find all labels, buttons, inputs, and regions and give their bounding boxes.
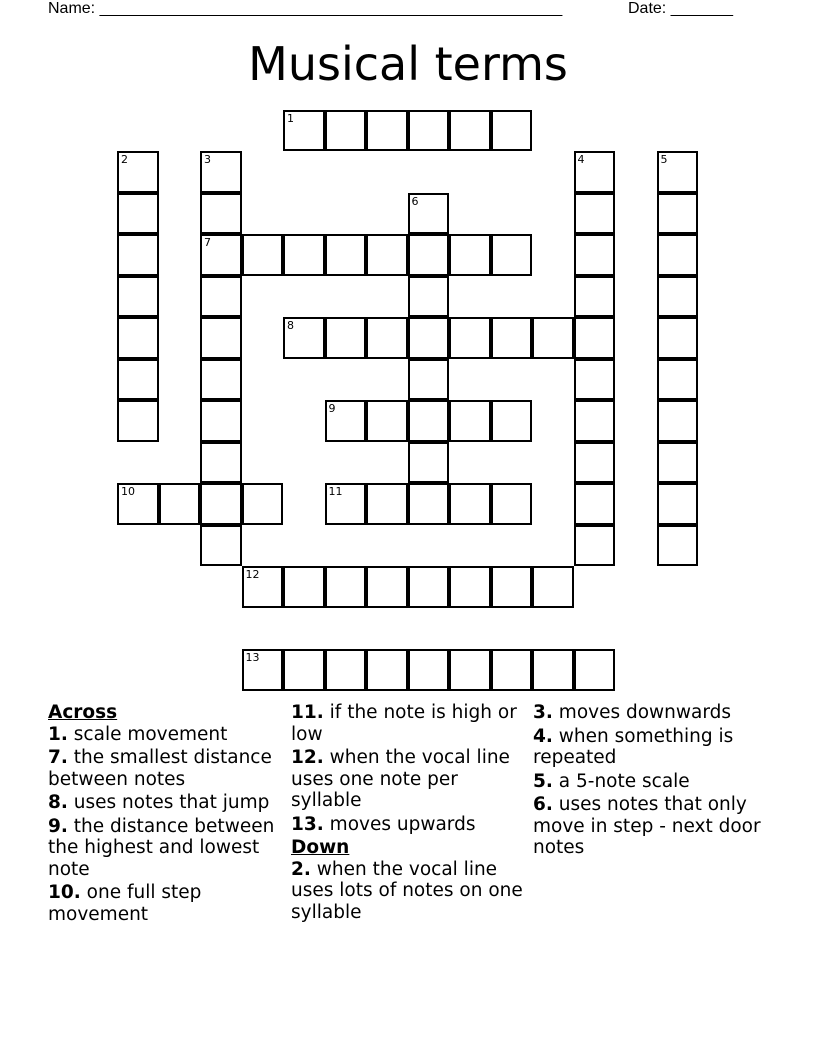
clue-text: a 5-note scale (558, 770, 690, 792)
grid-cell[interactable] (657, 317, 699, 359)
cell-number: 8 (287, 319, 294, 332)
grid-cell[interactable] (117, 234, 159, 276)
clue-across-12 (291, 747, 523, 812)
grid-cell[interactable] (574, 649, 616, 691)
grid-cell[interactable] (574, 151, 616, 193)
clue-number: 13. (291, 813, 324, 835)
grid-cell[interactable] (532, 649, 574, 691)
grid-cell[interactable] (325, 566, 367, 608)
clue-text: one full step movement (48, 882, 202, 925)
clue-text: when the vocal line uses lots of notes on one syllable (291, 858, 523, 923)
grid-cell[interactable] (325, 400, 367, 442)
grid-cell[interactable] (117, 483, 159, 525)
grid-cell[interactable] (574, 317, 616, 359)
grid-cell[interactable] (325, 317, 367, 359)
cell-number: 11 (328, 485, 343, 498)
grid-cell[interactable] (574, 276, 616, 318)
grid-cell[interactable] (491, 234, 533, 276)
down-heading: Down (291, 837, 350, 858)
cell-number: 5 (660, 153, 668, 166)
cell-number: 4 (577, 153, 585, 166)
grid-cell[interactable] (657, 234, 699, 276)
clue-number: 3. (533, 702, 553, 723)
grid-cell[interactable] (574, 525, 616, 567)
grid-cell[interactable] (366, 234, 408, 276)
grid-cell[interactable] (408, 400, 450, 442)
grid-cell[interactable] (325, 234, 367, 276)
grid-cell[interactable] (283, 649, 325, 691)
clue-down-5 (533, 771, 763, 793)
name-field-label[interactable]: Name: ____________________________________________________ (48, 0, 563, 17)
grid-cell[interactable] (491, 400, 533, 442)
clue-text: the smallest distance between notes (48, 747, 272, 790)
grid-cell[interactable] (325, 110, 367, 152)
grid-cell[interactable] (200, 151, 242, 193)
grid-cell[interactable] (657, 442, 699, 484)
grid-cell[interactable] (200, 442, 242, 484)
grid-cell[interactable] (408, 110, 450, 152)
grid-cell[interactable] (532, 566, 574, 608)
grid-cell[interactable] (159, 483, 201, 525)
grid-cell[interactable] (200, 359, 242, 401)
grid-cell[interactable] (366, 649, 408, 691)
grid-cell[interactable] (532, 317, 574, 359)
grid-cell[interactable] (657, 483, 699, 525)
clue-number: 8. (48, 792, 68, 813)
grid-cell[interactable] (657, 400, 699, 442)
cell-number: 10 (121, 485, 135, 498)
clue-number: 10. (48, 882, 81, 903)
clue-number: 12. (291, 747, 324, 768)
grid-cell[interactable] (366, 317, 408, 359)
grid-cell[interactable] (491, 649, 533, 691)
grid-cell[interactable] (574, 400, 616, 442)
grid-cell[interactable] (366, 566, 408, 608)
clues-column-3 (533, 702, 763, 861)
grid-cell[interactable] (408, 276, 450, 318)
clue-number: 1. (48, 723, 68, 745)
clues-column-1 (48, 702, 284, 927)
grid-cell[interactable] (200, 400, 242, 442)
grid-cell[interactable] (200, 525, 242, 567)
clue-number: 4. (533, 725, 553, 747)
grid-cell[interactable] (408, 317, 450, 359)
cell-number: 12 (245, 568, 260, 581)
clue-text: if the note is high or low (291, 702, 517, 745)
clue-across-11 (291, 702, 523, 745)
grid-cell[interactable] (491, 110, 533, 152)
grid-cell[interactable] (491, 483, 533, 525)
grid-cell[interactable] (200, 317, 242, 359)
grid-cell[interactable] (491, 566, 533, 608)
grid-cell[interactable] (657, 151, 699, 193)
clue-text: scale movement (73, 723, 228, 745)
grid-cell[interactable] (449, 566, 491, 608)
cell-number: 7 (204, 236, 211, 249)
grid-cell[interactable] (366, 400, 408, 442)
grid-cell[interactable] (117, 400, 159, 442)
clue-down-2 (291, 859, 523, 924)
across-heading: Across (48, 702, 118, 723)
grid-cell[interactable] (408, 193, 450, 235)
grid-cell[interactable] (449, 110, 491, 152)
clue-number: 9. (48, 815, 68, 837)
clue-down-4 (533, 726, 763, 769)
grid-cell[interactable] (449, 649, 491, 691)
grid-cell[interactable] (283, 234, 325, 276)
grid-cell[interactable] (366, 110, 408, 152)
clues-section (48, 702, 768, 962)
grid-cell[interactable] (657, 525, 699, 567)
clue-text: uses notes that jump (73, 792, 270, 813)
cell-number: 9 (328, 402, 336, 415)
grid-cell[interactable] (117, 317, 159, 359)
grid-cell[interactable] (325, 483, 367, 525)
grid-cell[interactable] (574, 442, 616, 484)
grid-cell[interactable] (117, 193, 159, 235)
grid-cell[interactable] (449, 483, 491, 525)
clue-down-3 (533, 702, 763, 724)
clue-text: when something is repeated (533, 725, 734, 768)
grid-cell[interactable] (657, 193, 699, 235)
cell-number: 1 (287, 111, 294, 125)
clue-text: uses notes that only move in step - next door notes (533, 794, 761, 858)
grid-cell[interactable] (242, 649, 284, 691)
clue-number: 11. (291, 702, 324, 723)
clue-text: when the vocal line uses one note per syllable (291, 747, 510, 811)
clue-number: 5. (533, 770, 553, 792)
grid-cell[interactable] (117, 359, 159, 401)
clue-across-7 (48, 747, 284, 790)
date-field-label[interactable]: Date: _______ (628, 0, 733, 17)
grid-cell[interactable] (574, 234, 616, 276)
clues-column-2 (291, 702, 523, 925)
grid-cell[interactable] (574, 359, 616, 401)
grid-cell[interactable] (242, 566, 284, 608)
grid-cell[interactable] (449, 400, 491, 442)
clue-number: 7. (48, 747, 68, 768)
grid-cell[interactable] (574, 193, 616, 235)
grid-cell[interactable] (200, 276, 242, 318)
clue-number: 6. (533, 794, 553, 815)
grid-cell[interactable] (200, 234, 242, 276)
page-title: Musical terms (248, 37, 568, 91)
grid-cell[interactable] (200, 483, 242, 525)
grid-cell[interactable] (325, 649, 367, 691)
grid-cell[interactable] (449, 234, 491, 276)
grid-cell[interactable] (657, 359, 699, 401)
grid-cell[interactable] (408, 649, 450, 691)
grid-cell[interactable] (408, 234, 450, 276)
clue-across-13 (291, 814, 523, 836)
grid-cell[interactable] (408, 483, 450, 525)
grid-cell[interactable] (242, 483, 284, 525)
grid-cell[interactable] (117, 276, 159, 318)
grid-cell[interactable] (242, 234, 284, 276)
grid-cell[interactable] (283, 566, 325, 608)
grid-cell[interactable] (574, 483, 616, 525)
clue-text: moves upwards (329, 813, 476, 835)
clue-down-6 (533, 794, 763, 859)
grid-cell[interactable] (449, 317, 491, 359)
clue-text: moves downwards (558, 702, 732, 723)
grid-cell[interactable] (366, 483, 408, 525)
grid-cell[interactable] (491, 317, 533, 359)
cell-number: 2 (121, 153, 128, 166)
clue-number: 2. (291, 858, 311, 880)
grid-cell[interactable] (408, 566, 450, 608)
clue-across-10 (48, 882, 284, 925)
clue-text: the distance between the highest and lowest note (48, 815, 275, 880)
grid-cell[interactable] (283, 110, 325, 152)
clue-across-9 (48, 816, 284, 881)
cell-number: 13 (245, 651, 260, 664)
clue-across-8 (48, 792, 284, 814)
grid-cell[interactable] (408, 359, 450, 401)
grid-cell[interactable] (200, 193, 242, 235)
grid-cell[interactable] (283, 317, 325, 359)
cell-number: 6 (411, 194, 419, 208)
grid-cell[interactable] (657, 276, 699, 318)
grid-cell[interactable] (408, 442, 450, 484)
cell-number: 3 (204, 153, 211, 166)
grid-cell[interactable] (117, 151, 159, 193)
clue-across-1 (48, 724, 284, 746)
